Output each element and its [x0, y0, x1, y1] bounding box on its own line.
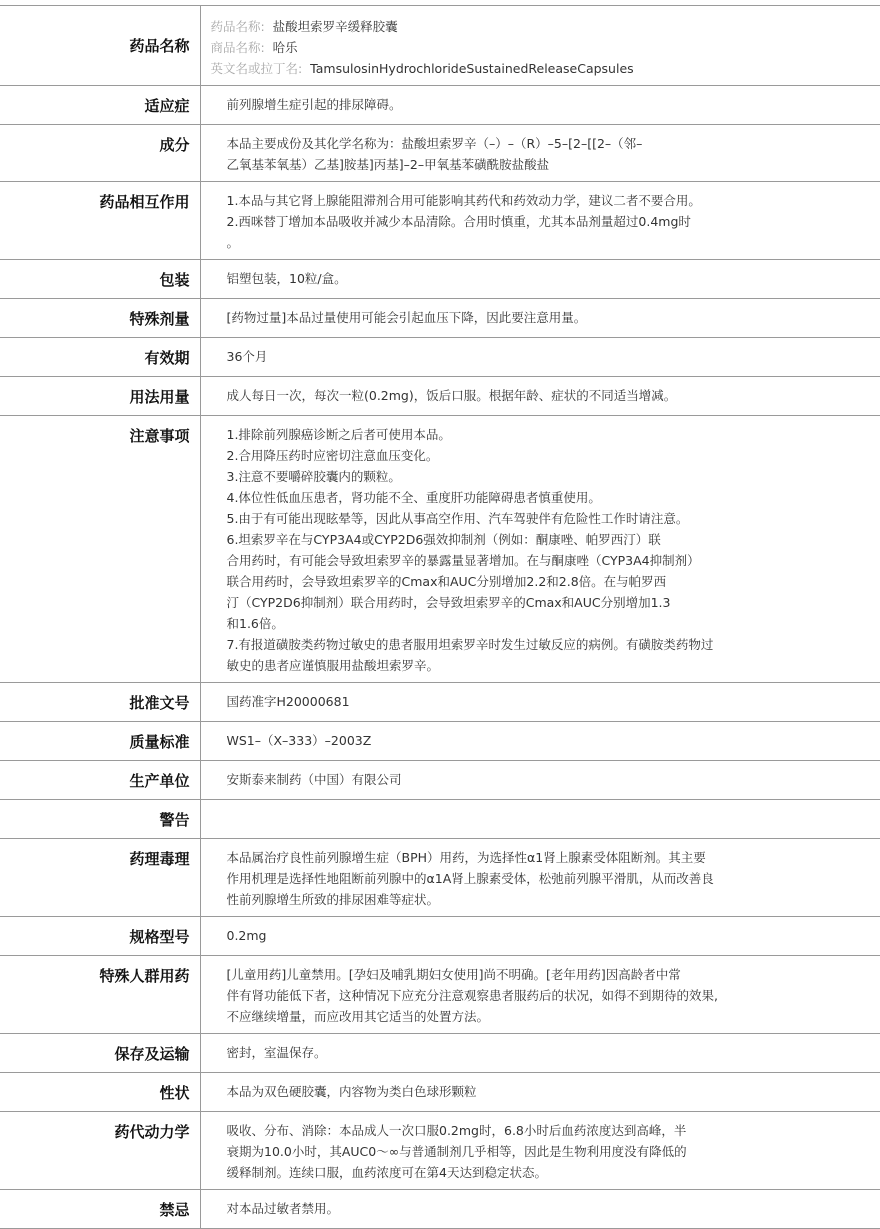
value-line: 伴有肾功能低下者，这种情况下应充分注意观察患者服药后的状况，如得不到期待的效果,: [226, 988, 718, 1003]
row-label: 禁忌: [0, 1190, 200, 1229]
row-value: [200, 1034, 880, 1073]
value-line: 国药准字H20000681: [226, 694, 350, 709]
row-label: 药理毒理: [0, 839, 200, 917]
value-line: 衰期为10.0小时，其AUC0～∞与普通制剂几乎相等，因此是生物利用度没有降低的: [226, 1144, 687, 1159]
english-name-label: 英文名或拉丁名:: [210, 61, 303, 76]
info-row: [0, 338, 880, 377]
value-line: 7.有报道磺胺类药物过敏史的患者服用坦索罗辛时发生过敏反应的病例。有磺胺类药物过: [226, 637, 714, 652]
trade-name-value: 哈乐: [272, 40, 298, 55]
row-value: [200, 377, 880, 416]
value-line: 联合用药时，会导致坦索罗辛的Cmax和AUC分别增加2.2和2.8倍。在与帕罗西: [226, 574, 667, 589]
info-row: [0, 125, 880, 182]
value-line: 乙氧基苯氧基）乙基]胺基]丙基]–2–甲氧基苯磺酰胺盐酸盐: [226, 157, 550, 172]
value-line: 和1.6倍。: [226, 616, 284, 631]
drug-name-row: [0, 6, 880, 86]
row-value: [200, 839, 880, 917]
value-line: 汀（CYP2D6抑制剂）联合用药时，会导致坦索罗辛的Cmax和AUC分别增加1.3: [226, 595, 671, 610]
value-line: 安斯泰来制药（中国）有限公司: [226, 772, 402, 787]
value-line: 3.注意不要嚼碎胶囊内的颗粒。: [226, 469, 401, 484]
row-label: 特殊人群用药: [0, 956, 200, 1034]
info-row: [0, 416, 880, 683]
english-name-value: TamsulosinHydrochlorideSustainedReleaseCapsules: [310, 61, 634, 76]
row-label: 用法用量: [0, 377, 200, 416]
value-line: 合用药时，有可能会导致坦索罗辛的暴露量显著增加。在与酮康唑（CYP3A4抑制剂）: [226, 553, 700, 568]
info-row: [0, 683, 880, 722]
value-line: 吸收、分布、消除：本品成人一次口服0.2mg时，6.8小时后血药浓度达到高峰，半: [226, 1123, 687, 1138]
row-value: [200, 1073, 880, 1112]
value-line: 1.排除前列腺癌诊断之后者可使用本品。: [226, 427, 451, 442]
value-line: 缓释制剂。连续口服，血药浓度可在第4天达到稳定状态。: [226, 1165, 547, 1180]
row-label: 生产单位: [0, 761, 200, 800]
row-label: 性状: [0, 1073, 200, 1112]
row-value: [200, 299, 880, 338]
generic-name-value: 盐酸坦索罗辛缓释胶囊: [272, 19, 398, 34]
info-row: [0, 1190, 880, 1229]
trade-name-line: [211, 37, 871, 58]
row-value: [200, 125, 880, 182]
info-row: [0, 377, 880, 416]
info-row: [0, 86, 880, 125]
info-row: [0, 1112, 880, 1190]
info-row: [0, 839, 880, 917]
empty-value: [227, 808, 781, 828]
row-label: 成分: [0, 125, 200, 182]
row-value: [200, 260, 880, 299]
value-line: 2.合用降压药时应密切注意血压变化。: [226, 448, 439, 463]
row-label: 特殊剂量: [0, 299, 200, 338]
row-value: [200, 86, 880, 125]
info-row: [0, 299, 880, 338]
drug-name-values: [200, 6, 880, 86]
row-label: 适应症: [0, 86, 200, 125]
row-label: 质量标准: [0, 722, 200, 761]
value-line: 本品主要成份及其化学名称为：盐酸坦索罗辛（–）–（R）–5–[2–[[2–（邻–: [226, 136, 643, 151]
value-line: WS1–（X–333）–2003Z: [226, 733, 372, 748]
info-row: [0, 260, 880, 299]
trade-name-label: 商品名称:: [210, 40, 265, 55]
info-row: [0, 182, 880, 260]
row-value: [200, 416, 880, 683]
value-line: 密封，室温保存。: [226, 1045, 327, 1060]
value-line: 5.由于有可能出现眩晕等，因此从事高空作用、汽车驾驶伴有危险性工作时请注意。: [226, 511, 689, 526]
row-value: [200, 1112, 880, 1190]
value-line: 0.2mg: [226, 928, 267, 943]
row-label: 保存及运输: [0, 1034, 200, 1073]
row-label: 有效期: [0, 338, 200, 377]
info-row: [0, 800, 880, 839]
info-row: [0, 761, 880, 800]
row-value: [200, 683, 880, 722]
value-line: 。: [226, 235, 240, 250]
value-line: 性前列腺增生所致的排尿困难等症状。: [226, 892, 440, 907]
value-line: 对本品过敏者禁用。: [226, 1201, 340, 1216]
row-value: [200, 956, 880, 1034]
row-value: [200, 800, 880, 839]
row-value: [200, 722, 880, 761]
value-line: 铝塑包装，10粒/盒。: [226, 271, 347, 286]
value-line: 作用机理是选择性地阻断前列腺中的α1A肾上腺素受体，松弛前列腺平滑肌，从而改善良: [226, 871, 714, 886]
row-value: [200, 338, 880, 377]
drug-info-table: [0, 5, 880, 1229]
row-label: 药代动力学: [0, 1112, 200, 1190]
info-row: [0, 722, 880, 761]
value-line: 本品属治疗良性前列腺增生症（BPH）用药，为选择性α1肾上腺素受体阻断剂。其主要: [226, 850, 706, 865]
info-row: [0, 956, 880, 1034]
info-row: [0, 1034, 880, 1073]
value-line: 成人每日一次，每次一粒(0.2mg)，饭后口服。根据年龄、症状的不同适当增减。: [226, 388, 677, 403]
value-line: 不应继续增量，而应改用其它适当的处置方法。: [226, 1009, 490, 1024]
row-label: 注意事项: [0, 416, 200, 683]
value-line: 4.体位性低血压患者，肾功能不全、重度肝功能障碍患者慎重使用。: [226, 490, 601, 505]
row-value: [200, 182, 880, 260]
row-label: 药品名称: [0, 6, 200, 86]
value-line: 6.坦索罗辛在与CYP3A4或CYP2D6强效抑制剂（例如：酮康唑、帕罗西汀）联: [226, 532, 661, 547]
drug-info-body: [0, 6, 880, 1229]
row-value: [200, 1190, 880, 1229]
generic-name-line: [211, 16, 871, 37]
english-name-line: [211, 58, 871, 79]
info-row: [0, 917, 880, 956]
value-line: 2.西咪替丁增加本品吸收并减少本品清除。合用时慎重，尤其本品剂量超过0.4mg时: [226, 214, 691, 229]
value-line: [药物过量]本品过量使用可能会引起血压下降，因此要注意用量。: [226, 310, 587, 325]
row-label: 批准文号: [0, 683, 200, 722]
value-line: 1.本品与其它肾上腺能阻滞剂合用可能影响其药代和药效动力学，建议二者不要合用。: [226, 193, 701, 208]
row-label: 警告: [0, 800, 200, 839]
value-line: 敏史的患者应谨慎服用盐酸坦索罗辛。: [226, 658, 440, 673]
info-row: [0, 1073, 880, 1112]
value-line: 36个月: [226, 349, 268, 364]
row-label: 包装: [0, 260, 200, 299]
row-label: 规格型号: [0, 917, 200, 956]
value-line: 本品为双色硬胶囊，内容物为类白色球形颗粒: [226, 1084, 477, 1099]
generic-name-label: 药品名称:: [210, 19, 265, 34]
value-line: [儿童用药]儿童禁用。[孕妇及哺乳期妇女使用]尚不明确。[老年用药]因高龄者中常: [226, 967, 681, 982]
value-line: 前列腺增生症引起的排尿障碍。: [226, 97, 402, 112]
row-value: [200, 917, 880, 956]
row-label: 药品相互作用: [0, 182, 200, 260]
row-value: [200, 761, 880, 800]
